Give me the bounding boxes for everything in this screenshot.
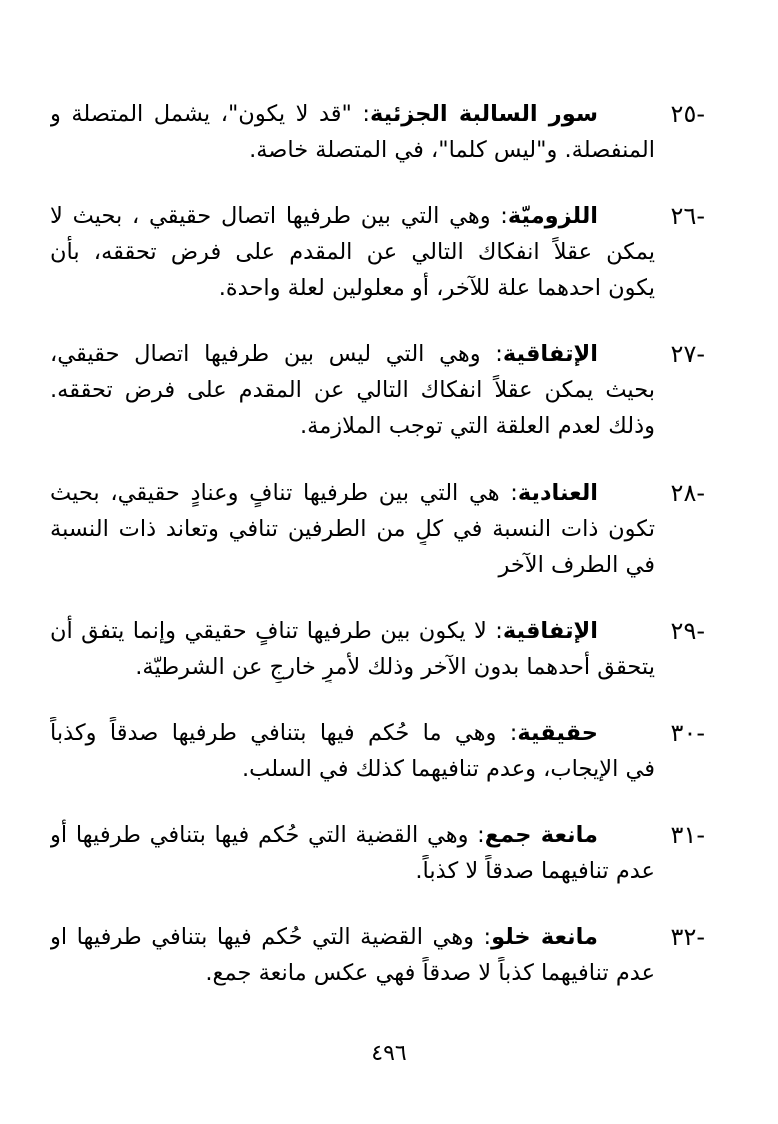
entry-31 (0, 819, 778, 919)
entry-number: -٢٧ (670, 340, 705, 368)
entry-text: : وهي ما حُكم فيها بتنافي طرفيها صدقاً وكذباً (50, 720, 518, 746)
entry-32 (0, 921, 778, 1021)
entry-line (50, 921, 598, 953)
entry-number: -٣٢ (670, 923, 705, 951)
entry-line: تكون ذات النسبة في كلٍ من الطرفين تنافي وتعاند ذات النسبة (50, 516, 655, 542)
entry-text: : وهي التي ليس بين طرفيها اتصال حقيقي، (50, 341, 503, 367)
entry-term: سور السالبة الجزئية (369, 101, 598, 127)
entry-number: -٢٨ (670, 479, 705, 507)
entry-number: -٢٦ (670, 202, 705, 230)
entry-27 (0, 338, 778, 438)
entry-25 (0, 98, 778, 198)
entry-line: بحيث يمكن عقلاً انفكاك التالي عن المقدم على فرض تحققه. (50, 377, 655, 403)
entry-line: في الطرف الآخر (498, 552, 655, 578)
entry-line: يتحقق أحدهما بدون الآخر وذلك لأمرٍ خارجٍ عن الشرطيّة. (135, 654, 655, 680)
entry-text: : وهي القضية التي حُكم فيها بتنافي طرفيها او (50, 924, 492, 950)
entry-term: العنادية (517, 480, 598, 506)
entry-number: -٣١ (670, 821, 705, 849)
entry-line: وذلك لعدم العلقة التي توجب الملازمة. (300, 413, 655, 439)
entry-term: مانعة جمع (484, 822, 598, 848)
entry-term: حقيقية (517, 720, 598, 746)
entry-line (50, 338, 598, 370)
entry-text: : هي التي بين طرفيها تنافٍ وعنادٍ حقيقي، بحيث (50, 480, 518, 506)
entry-line: يمكن عقلاً انفكاك التالي عن المقدم على فرض تحققه، بأن (50, 239, 655, 265)
entry-line (50, 615, 598, 647)
entry-number: -٢٩ (670, 617, 705, 645)
entry-number: -٣٠ (670, 719, 705, 747)
entry-28 (0, 477, 778, 577)
entry-line: عدم تنافيهما صدقاً لا كذباً. (415, 858, 655, 884)
entry-text: : "قد لا يكون"، يشمل المتصلة و (50, 101, 370, 127)
entry-text: : لا يكون بين طرفيها تنافٍ حقيقي وإنما يتفق أن (50, 618, 503, 644)
entry-line (50, 819, 598, 851)
entry-26 (0, 200, 778, 300)
entry-29 (0, 615, 778, 715)
entry-text: : وهي التي بين طرفيها اتصال حقيقي ، بحيث لا (50, 203, 508, 229)
entry-30 (0, 717, 778, 817)
entry-line: في الإيجاب، وعدم تنافيهما كذلك في السلب. (241, 756, 655, 782)
entry-line (50, 200, 598, 232)
entry-term: الإتفاقية (502, 618, 598, 644)
entry-line (50, 717, 598, 749)
entry-line: يكون احدهما علة للآخر، أو معلولين لعلة واحدة. (218, 275, 655, 301)
entry-text: : وهي القضية التي حُكم فيها بتنافي طرفيها أو (50, 822, 485, 848)
page-number: ٤٩٦ (371, 1041, 407, 1066)
entry-line: عدم تنافيهما كذباً لا صدقاً فهي عكس مانعة جمع. (205, 960, 655, 986)
entry-line: المنفصلة. و"ليس كلما"، في المتصلة خاصة. (249, 137, 655, 163)
entry-line (50, 477, 598, 509)
entry-term: الإتفاقية (502, 341, 598, 367)
entry-line (50, 98, 598, 130)
entry-number: -٢٥ (670, 100, 705, 128)
entry-term: مانعة خلو (491, 924, 598, 950)
entry-term: اللزوميّة (507, 203, 598, 229)
